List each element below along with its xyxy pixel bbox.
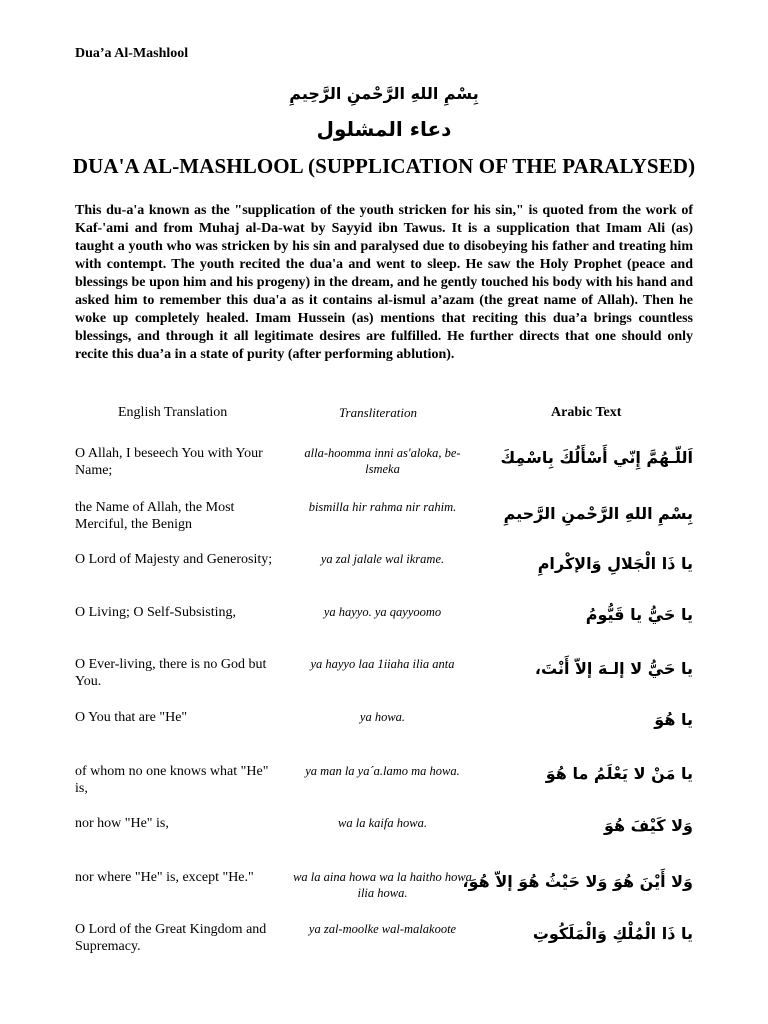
intro-paragraph: This du-a'a known as the "supplication of the youth stricken for his sin," is quoted from the work of Kaf-'ami and from Muhaj al-Da-wat by Sayyid ibn Tawus. It is a supplication that Imam Ali (as) taught a youth who was stricken by his sin and paralysed due to disobeying his father and treating him with contempt. The youth recited the dua'a and went to sleep. He saw the Holy Prophet (peace and blessings be upon him and his progeny) in the dream, and he gently touched his body with his hand and asked him to remember this dua'a as it contains al-ismul a’azam (the great name of Allah). Then he woke up completely healed. Imam Hussein (as) mentions that reciting this dua’a brings countless blessings, and through it all legitimate desires are fulfilled. He further directs that one should only recite this dua’a in a state of purity (after performing ablution). (75, 203, 693, 362)
transliteration: ya howa. (359, 710, 406, 724)
bismillah-heading: بِسْمِ اللهِ الرَّحْمنِ الرَّحِيمِ (289, 84, 479, 103)
arabic-text: وَلا أَيْنَ هُوَ وَلا حَيْثُ هُوَ إلاّ هُوَ، (462, 872, 693, 891)
english-translation: O Allah, I beseech You with Your Name; (75, 446, 263, 478)
arabic-text: وَلا كَيْفَ هُوَ (603, 816, 693, 835)
arabic-text: يا ذَا الْمُلْكِ وَالْمَلَكُوتِ (532, 924, 693, 943)
arabic-text: يا مَنْ لا يَعْلَمُ ما هُوَ (545, 764, 693, 783)
arabic-text: يا حَيُّ لا إلـهَ إلاّ أَنْتَ، (534, 659, 693, 678)
transliteration: ya man la ya´ɑ.lamo ma howa. (305, 764, 460, 778)
arabic-text: بِسْمِ اللهِ الرَّحْمنِ الرَّحيمِ (503, 504, 693, 523)
english-translation: nor how "He" is, (75, 816, 169, 831)
transliteration: wa la kaifa howa. (338, 816, 427, 830)
english-translation: of whom no one knows what "He" is, (75, 764, 269, 796)
english-translation: O Living; O Self-Subsisting, (75, 605, 237, 620)
column-header-english: English Translation (118, 405, 228, 420)
transliteration: ya hayyo. ya qayyoomo (323, 605, 442, 619)
transliteration: ya zal-moolke wal-malakoote (308, 922, 457, 936)
english-translation: nor where "He" is, except "He." (75, 870, 254, 885)
english-translation: the Name of Allah, the Most Merciful, the Benign (75, 500, 235, 532)
transliteration: wa la aina howa wa la haitho howa ilia howa. (293, 870, 472, 900)
arabic-text: يا حَيُّ يا قَيُّومُ (585, 605, 693, 624)
arabic-text: يا ذَا الْجَلالِ وَالإكْرامِ (537, 554, 693, 573)
page-title: DUA'A AL-MASHLOOL (SUPPLICATION OF THE PARALYSED) (72, 154, 696, 178)
column-header-arabic: Arabic Text (551, 405, 622, 420)
transliteration: ya hayyo laa 1iiaha ilia anta (310, 657, 455, 671)
arabic-text: يا هُوَ (654, 710, 693, 729)
arabic-title: دعاء المشلول (316, 117, 452, 141)
transliteration: bismilla hir rahma nir rahim. (308, 500, 457, 514)
english-translation: O Ever-living, there is no God but You. (75, 657, 267, 689)
english-translation: O You that are "He" (75, 710, 188, 725)
document-label: Dua’a Al-Mashlool (75, 46, 189, 61)
arabic-text: اَللّـهُمَّ إِنّي أَسْأَلُكَ بِاسْمِكَ (500, 448, 693, 467)
column-header-transliteration: Transliteration (339, 405, 418, 420)
english-translation: O Lord of the Great Kingdom and Supremacy. (75, 922, 267, 954)
transliteration: alla-hoomma inni as'aloka, be-lsmeka (304, 446, 461, 476)
english-translation: O Lord of Majesty and Generosity; (75, 552, 273, 567)
transliteration: ya zal jalale wal ikrame. (320, 552, 445, 566)
